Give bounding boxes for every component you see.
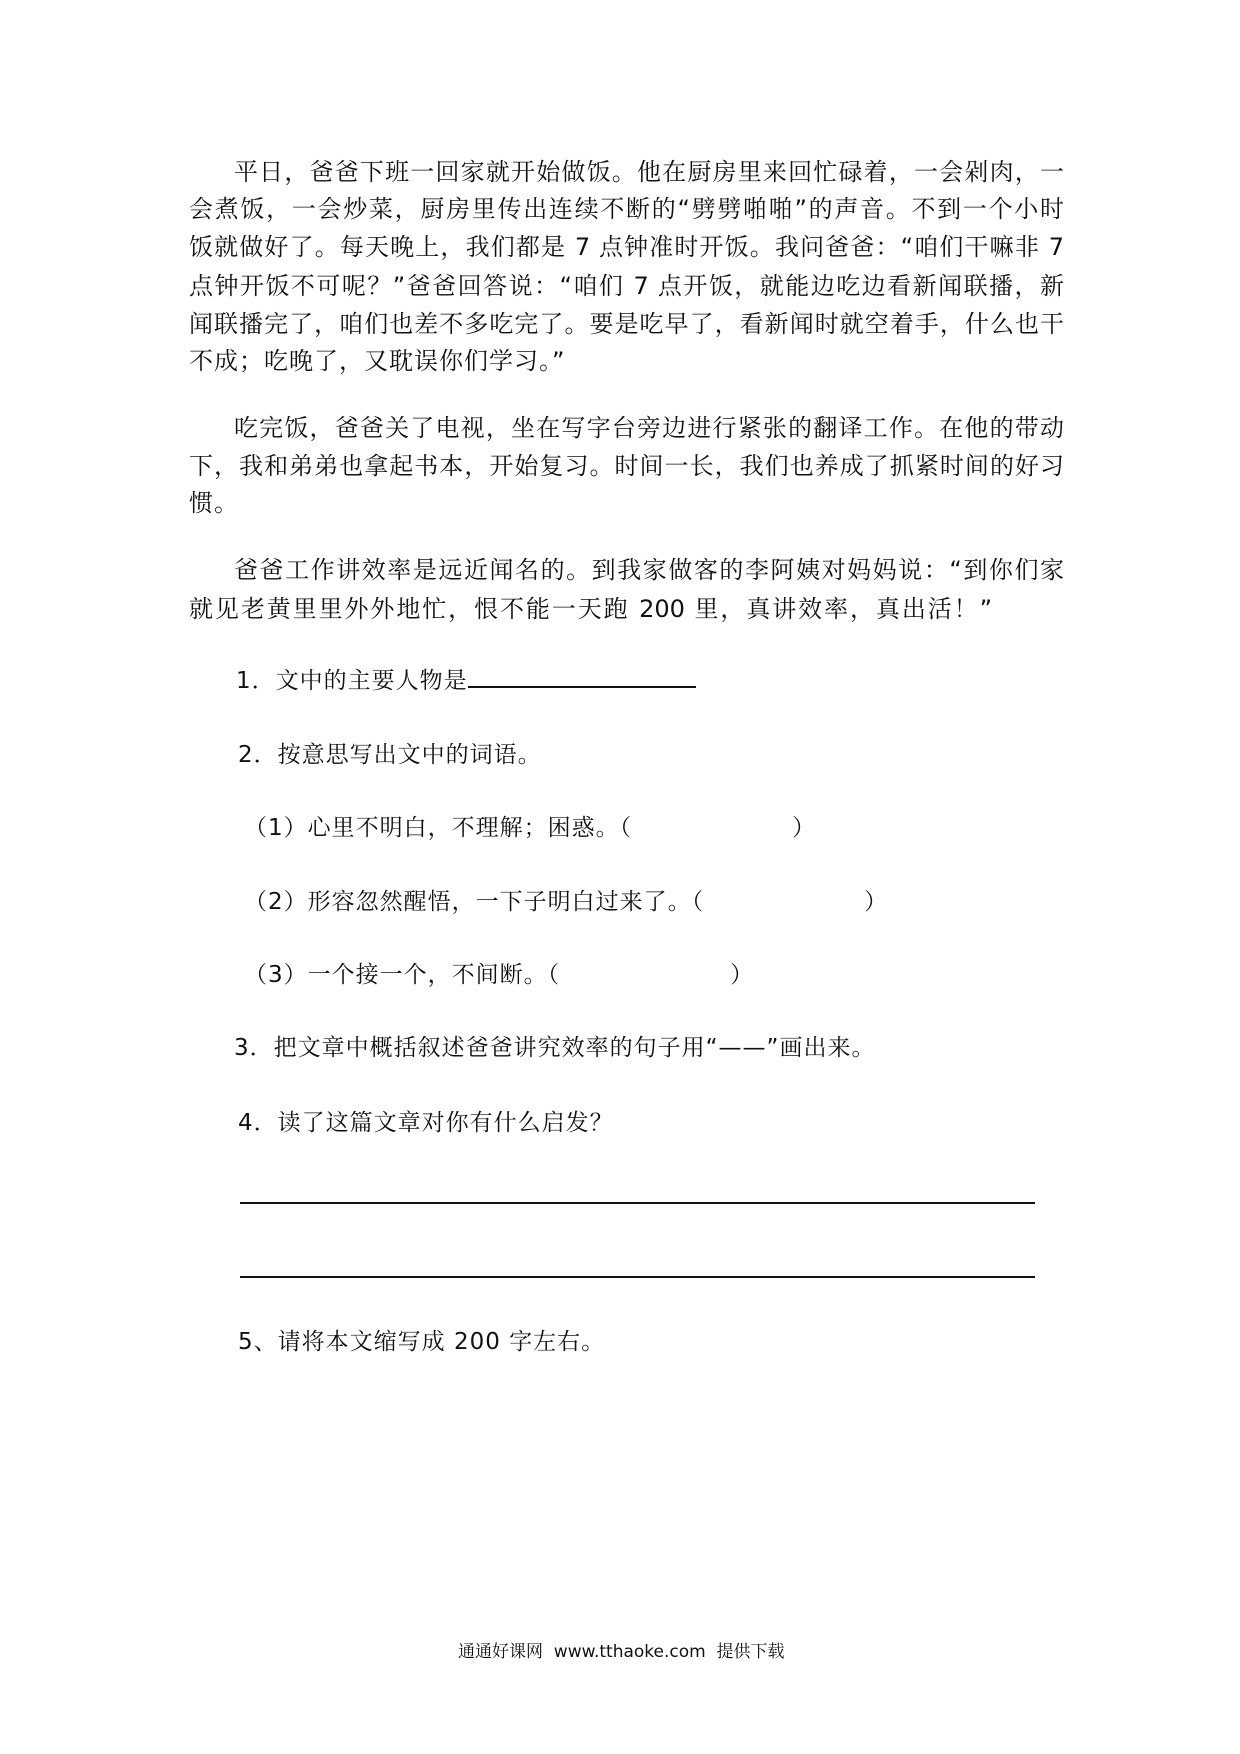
question-2: 2．按意思写出文中的词语。 xyxy=(238,742,542,768)
question-1-text: 1．文中的主要人物是 xyxy=(236,668,468,694)
passage-line: 饭就做好了。每天晚上，我们都是 7 点钟准时开饭。我问爸爸：“咱们干嘛非 7 xyxy=(189,233,1064,261)
close-paren: ） xyxy=(730,962,755,988)
passage-line: 平日，爸爸下班一回家就开始做饭。他在厨房里来回忙碌着，一会剁肉，一 xyxy=(234,158,1064,186)
question-5: 5、请将本文缩写成 200 字左右。 xyxy=(238,1329,606,1355)
passage-line: 点钟开饭不可呢？”爸爸回答说：“咱们 7 点开饭，就能边吃边看新闻联播，新 xyxy=(189,272,1064,300)
question-2-item-1 xyxy=(244,811,816,845)
passage-line: 不成；吃晚了，又耽误你们学习。” xyxy=(189,347,566,375)
passage-line: 下，我和弟弟也拿起书本，开始复习。时间一长，我们也养成了抓紧时间的好习 xyxy=(189,452,1064,480)
passage-line: 吃完饭，爸爸关了电视，坐在写字台旁边进行紧张的翻译工作。在他的带动 xyxy=(234,414,1064,442)
question-2-item-2 xyxy=(244,885,888,919)
close-paren: ） xyxy=(864,889,889,915)
footer-source: 通通好课网 www.tthaoke.com 提供下载 xyxy=(458,1642,785,1662)
question-3: 3．把文章中概括叙述爸爸讲究效率的句子用“——”画出来。 xyxy=(234,1035,876,1061)
passage-line: 惯。 xyxy=(189,489,239,517)
close-paren: ） xyxy=(792,815,817,841)
passage-line: 就见老黄里里外外地忙，恨不能一天跑 200 里，真讲效率，真出活！” xyxy=(189,595,992,623)
passage-line: 闻联播完了，咱们也差不多吃完了。要是吃早了，看新闻时就空着手，什么也干 xyxy=(189,310,1064,338)
answer-line[interactable] xyxy=(240,1202,1035,1204)
answer-blank[interactable] xyxy=(468,664,696,688)
passage-line: 会煮饭，一会炒菜，厨房里传出连续不断的“劈劈啪啪”的声音。不到一个小时 xyxy=(189,195,1064,223)
item-text: （2）形容忽然醒悟，一下子明白过来了。（ xyxy=(244,889,705,915)
item-text: （3）一个接一个，不间断。（ xyxy=(244,962,561,988)
item-text: （1）心里不明白，不理解；困惑。（ xyxy=(244,815,633,841)
passage-line: 爸爸工作讲效率是远近闻名的。到我家做客的李阿姨对妈妈说：“到你们家 xyxy=(234,556,1064,584)
question-2-item-3 xyxy=(244,958,754,992)
question-1 xyxy=(236,664,696,698)
answer-line[interactable] xyxy=(240,1276,1035,1278)
question-4: 4．读了这篇文章对你有什么启发？ xyxy=(238,1110,614,1136)
